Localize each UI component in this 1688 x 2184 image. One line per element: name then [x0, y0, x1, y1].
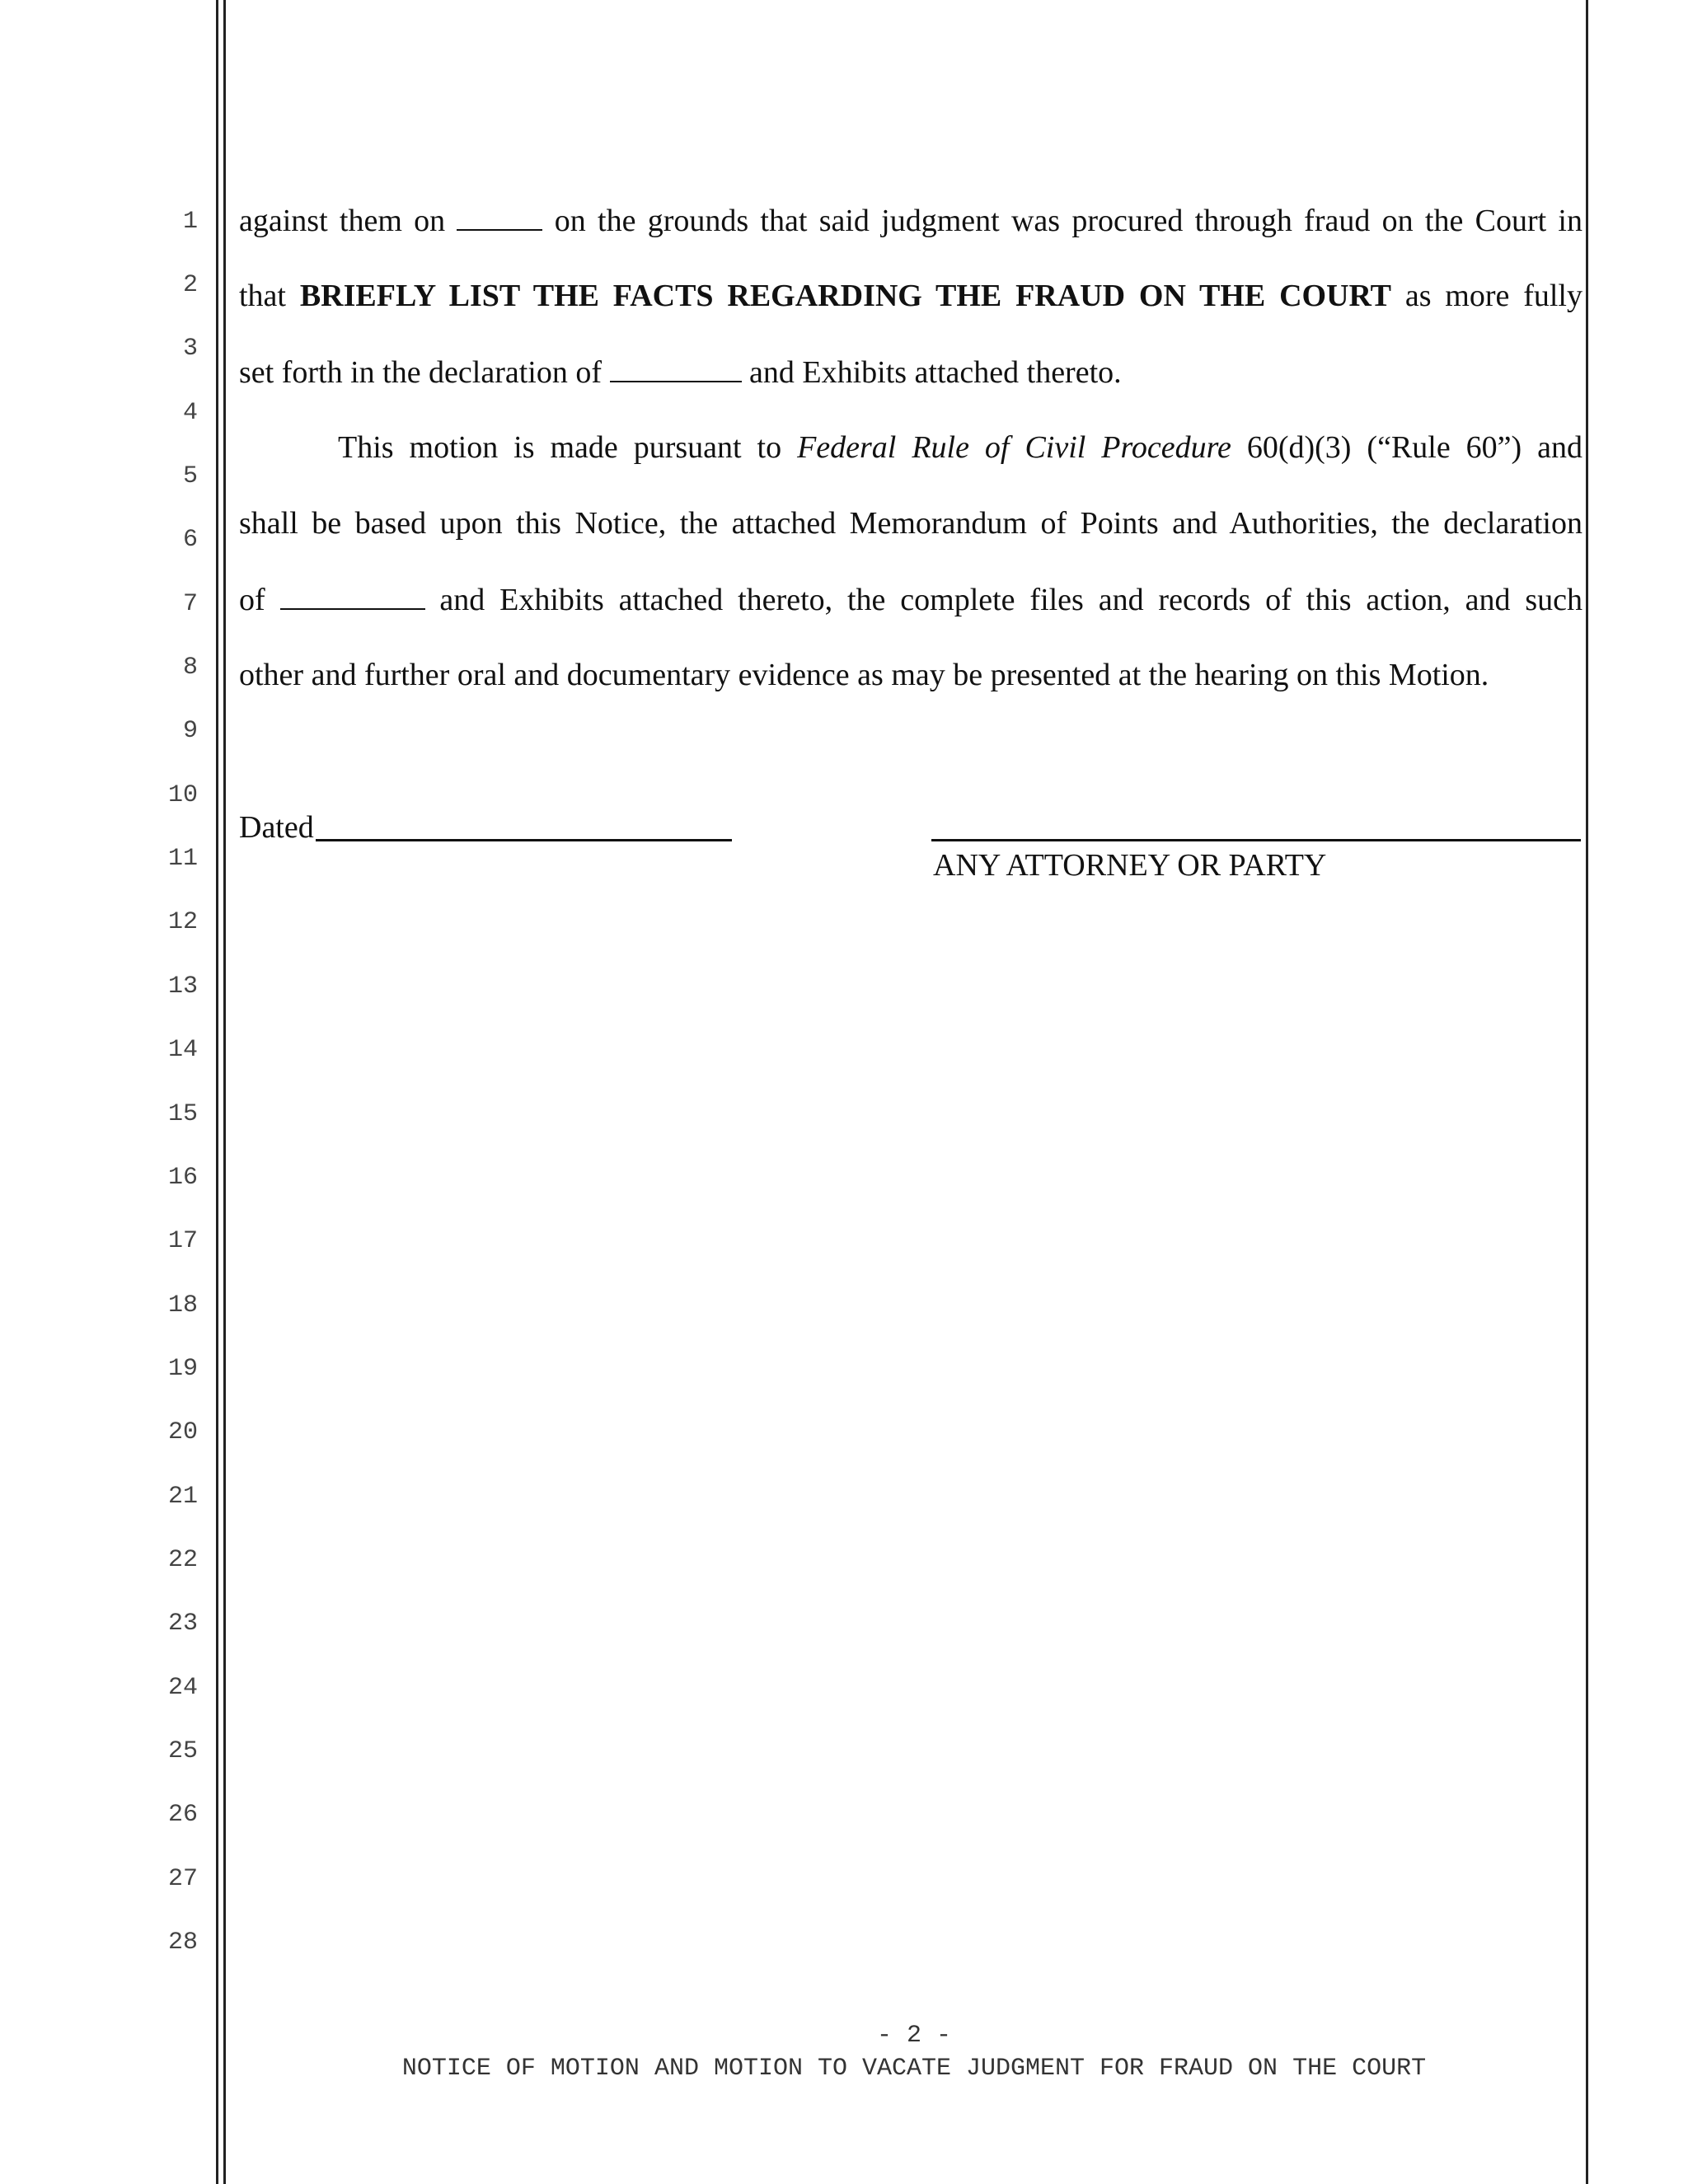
rule-citation: Federal Rule of Civil Procedure: [797, 430, 1231, 465]
line-number: 11: [167, 845, 198, 873]
page-number: - 2 -: [876, 2022, 951, 2050]
body-text: against them on: [239, 204, 446, 238]
line-number: 19: [167, 1355, 198, 1383]
line-number: 18: [167, 1291, 198, 1319]
line-number: 24: [167, 1674, 198, 1702]
declarant-blank: [610, 356, 742, 382]
line-number: 27: [167, 1865, 198, 1893]
line-number: 12: [167, 908, 198, 936]
body-text: of: [239, 583, 265, 617]
body-text: set forth in the declaration of: [239, 355, 603, 390]
footer-title: NOTICE OF MOTION AND MOTION TO VACATE JUDGMENT FOR FRAUD ON THE COURT: [401, 2055, 1427, 2083]
line-number: 3: [182, 335, 198, 363]
body-text: and Exhibits attached thereto.: [749, 355, 1122, 390]
signature-line[interactable]: [931, 839, 1581, 841]
declarant-blank: [280, 583, 425, 610]
line-number: 21: [167, 1483, 198, 1511]
right-margin-rule: [1586, 0, 1588, 2184]
line-number: 7: [182, 590, 198, 618]
body-line-6: [239, 583, 1582, 616]
line-number: 22: [167, 1546, 198, 1574]
line-number: 4: [182, 399, 198, 427]
line-number: 20: [167, 1418, 198, 1446]
line-number: 15: [167, 1100, 198, 1128]
body-text: 60(d)(3) (“Rule 60”) and: [1246, 430, 1583, 465]
body-text: on the grounds that said judgment was procured through fraud on the Court in: [554, 204, 1582, 238]
body-line-4: [239, 432, 1582, 463]
line-number: 2: [182, 271, 198, 299]
signer-label: ANY ATTORNEY OR PARTY: [933, 848, 1327, 883]
body-text: as more fully: [1404, 279, 1582, 313]
instruction-text: BRIEFLY LIST THE FACTS REGARDING THE FRAUD ON THE COURT: [299, 279, 1391, 313]
dated-label: Dated: [239, 810, 314, 845]
line-number: 1: [182, 208, 198, 236]
line-number: 26: [167, 1801, 198, 1829]
left-margin-rule-inner: [223, 0, 226, 2184]
body-line-2: [239, 280, 1582, 312]
left-margin-rule-outer: [216, 0, 218, 2184]
line-number: 28: [167, 1929, 198, 1957]
body-text: This motion is made pursuant to: [338, 430, 782, 465]
body-line-3: [239, 356, 1582, 388]
line-number: 5: [182, 462, 198, 490]
line-number: 6: [182, 526, 198, 554]
line-number: 23: [167, 1610, 198, 1638]
line-number: 16: [167, 1164, 198, 1192]
body-text: and Exhibits attached thereto, the complete files and records of this action, and such: [439, 583, 1583, 617]
line-number: 14: [167, 1036, 198, 1064]
date-blank: [457, 204, 542, 231]
line-number: 13: [167, 972, 198, 1001]
body-text: shall be based upon this Notice, the attached Memorandum of Points and Authorities, the declaration: [239, 506, 1582, 541]
body-line-5: [239, 508, 1582, 539]
line-number: 25: [167, 1737, 198, 1765]
line-number: 8: [182, 654, 198, 682]
line-number: 10: [167, 781, 198, 809]
line-number: 9: [182, 717, 198, 745]
dated-blank-line[interactable]: [316, 839, 732, 841]
line-number: 17: [167, 1227, 198, 1255]
body-text: that: [239, 279, 286, 313]
body-line-7: [239, 659, 1582, 691]
body-line-1: [239, 204, 1582, 237]
body-text: other and further oral and documentary evidence as may be presented at the hearing on this Motion.: [239, 658, 1489, 692]
